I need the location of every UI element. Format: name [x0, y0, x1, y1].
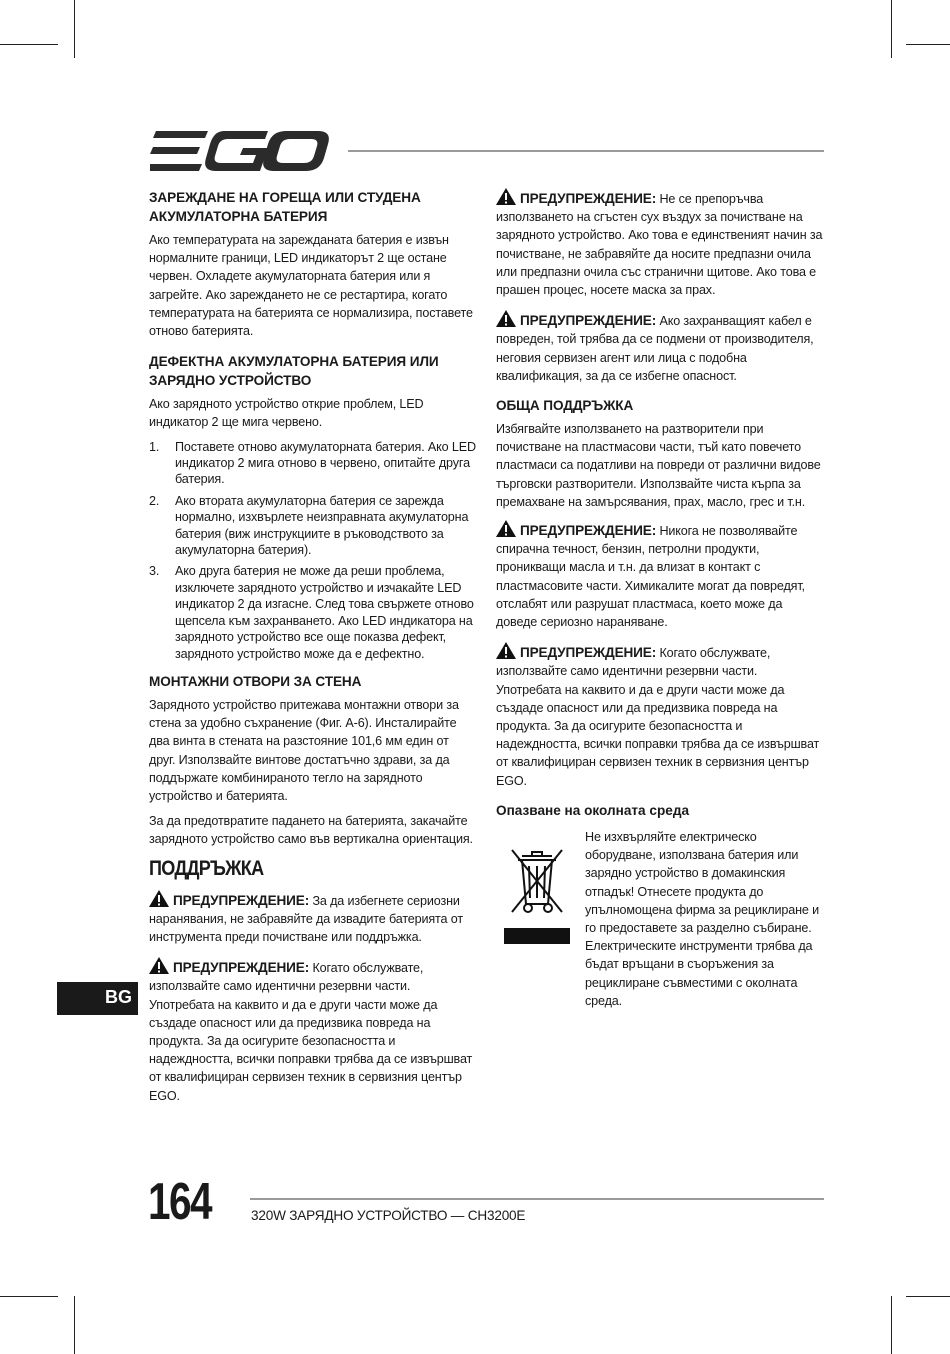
warning-block: [496, 642, 824, 790]
language-tab: [57, 982, 138, 1015]
warning-block: [149, 957, 477, 1105]
warning-triangle-icon: [149, 890, 169, 907]
crop-mark: [0, 1296, 58, 1297]
section-body: Зарядното устройство притежава монтажни отвори за стена за удобно съхранение (Фиг. A-6). Инсталирайте два винта в стената на разстояние 101,6 мм един от друг. Използвайте винтове достатъчно здрави, за да поддържате комбинираното тегло на зарядното устройство и батерията.: [149, 697, 459, 803]
section-body: За да предотвратите падането на батерията, закачайте зарядното устройство само във вертикална ориентация.: [149, 814, 473, 847]
list-text: Поставете отново акумулаторната батерия. Ако LED индикатор 2 мига отново в червено, опитайте друга батерия.: [175, 439, 476, 487]
warning-triangle-icon: [149, 957, 169, 974]
footer-title: 320W ЗАРЯДНО УСТРОЙСТВО — CH3200E: [251, 1208, 526, 1223]
list-number: 1.: [149, 439, 160, 454]
crop-mark: [891, 0, 892, 58]
header-rule: [348, 150, 824, 152]
section-body: Ако зарядното устройство открие проблем, LED индикатор 2 ще мига червено.: [149, 397, 424, 430]
warning-triangle-icon: [496, 310, 516, 327]
left-column: [149, 188, 477, 1116]
page-number: 164: [148, 1173, 211, 1231]
warning-label: ПРЕДУПРЕЖДЕНИЕ:: [520, 191, 657, 206]
language-code: BG: [105, 987, 132, 1007]
warning-label: ПРЕДУПРЕЖДЕНИЕ:: [520, 523, 657, 539]
warning-text: Ако захранващият кабел е повреден, той трябва да се подмени от производителя, неговия сервизен агент или лица с подобна квалификация, за да се избегне опасност.: [496, 314, 814, 383]
list-text: Ако втората акумулаторна батерия се зарежда нормално, изхвърлете неизправната акумулаторна батерия (виж инструкциите в ръководството за акумулаторна батерия).: [175, 493, 469, 558]
list-number: 3.: [149, 564, 160, 579]
warning-text: Не се препоръчва използването на сгъстен сух въздух за почистване на зарядното устройство. Ако това е единственият начин за почистване, не забравяйте да носите предпазни очила или предпазни очила със странични щитове. Ако това е прашен процес, носете маска за прах.: [496, 192, 823, 298]
maintenance-heading: ПОДДРЪЖКА: [149, 856, 264, 880]
crop-mark: [74, 0, 75, 58]
section-body: Избягвайте използването на разтворители при почистване на пластмасови части, тъй като повечето пластмаси са податливи на повреди от различни видове търговски разтворители. Използвайте чиста кърпа за премахване на замърсявания, прах, масло, грес и т.н.: [496, 422, 821, 509]
warning-label: ПРЕДУПРЕЖДЕНИЕ:: [520, 313, 657, 329]
list-item: [149, 439, 477, 488]
crop-mark: [0, 44, 58, 45]
ego-logo: [150, 131, 330, 171]
section-heading: МОНТАЖНИ ОТВОРИ ЗА СТЕНА: [149, 673, 362, 689]
crop-mark: [906, 44, 950, 45]
section-heading: ОБЩА ПОДДРЪЖКА: [496, 398, 634, 414]
numbered-list: [149, 439, 477, 662]
environment-text: Не изхвърляйте електрическо оборудване, използвана батерия или зарядно устройство в домакинския отпадък! Отнесете продукта до упълномощена фирма за рециклиране и го предоставете за разделно събиране. Електрическите инструменти трябва да бъдат връщани в съоръжения за рециклиране съвместими с околната среда.: [585, 829, 820, 1008]
environment-section: [496, 828, 824, 1018]
list-text: Ако друга батерия не може да реши проблема, изключете зарядното устройство и изчакайте LED индикатор 2 да изгасне. След това свържете отново щепсела към захранването. Ако LED индикатора на зарядното устройство все още показва дефект, зарядното устройство може да е дефектно.: [175, 564, 474, 661]
section-heading: ДЕФЕКТНА АКУМУЛАТОРНА БАТЕРИЯ ИЛИ ЗАРЯДНО УСТРОЙСТВО: [149, 354, 439, 389]
section-heading: ЗАРЕЖДАНЕ НА ГОРЕЩА ИЛИ СТУДЕНА АКУМУЛАТОРНА БАТЕРИЯ: [149, 190, 421, 224]
warning-text: Когато обслужвате, използвайте само идентични резервни части. Употребата на каквито и да е други части може да създаде опасност или да предизвика повреда на продукта. За да осигурите безопасността и надеждността, всички поправки трябва да се извършват от квалифициран сервизен техник в сервизния център EGO.: [496, 646, 820, 788]
crop-mark: [906, 1296, 950, 1297]
warning-block: [149, 890, 477, 947]
crop-mark: [74, 1296, 75, 1354]
warning-triangle-icon: [496, 642, 516, 659]
warning-text: Когато обслужвате, използвайте само идентични резервни части. Употребата на каквито и да е други части може да създаде опасност или да предизвика повреда на продукта. За да осигурите безопасността и надеждността, всички поправки трябва да се извършват от квалифициран сервизен техник в сервизния център EGO.: [149, 961, 473, 1103]
warning-label: ПРЕДУПРЕЖДЕНИЕ:: [173, 960, 310, 976]
right-column: [496, 188, 824, 1018]
warning-block: [496, 188, 824, 299]
warning-label: ПРЕДУПРЕЖДЕНИЕ:: [173, 892, 310, 908]
warning-triangle-icon: [496, 520, 516, 537]
footer-rule: [250, 1198, 824, 1200]
warning-block: [496, 310, 824, 385]
warning-triangle-icon: [496, 188, 516, 205]
section-body: Ако температурата на зарежданата батерия е извън нормалните граници, LED индикаторът 2 ще остане червен. Охладете акумулаторната батерия или я загрейте. Ако зареждането не се рестартира, когато температурата на батерията се нормализира, поставете отново батерията.: [149, 233, 473, 339]
list-number: 2.: [149, 493, 160, 508]
warning-label: ПРЕДУПРЕЖДЕНИЕ:: [520, 645, 657, 661]
warning-text: Никога не позволявайте спирачна течност, бензин, петролни продукти, проникващи масла и т.н. да влизат в контакт с пластмасовите части. Химикалите могат да повредят, отслабят или разрушат пластмаса, което може да доведе сериозно нараняване.: [496, 524, 805, 630]
warning-block: [496, 520, 824, 631]
list-item: [149, 563, 477, 661]
crossed-out-bin-icon: [504, 836, 570, 944]
crop-mark: [891, 1296, 892, 1354]
list-item: [149, 493, 477, 559]
environment-heading: Опазване на околната среда: [496, 802, 690, 818]
warning-text: За да избегнете сериозни наранявания, не забравяйте да извадите батерията от инструмента преди почистване или поддръжка.: [149, 893, 463, 944]
